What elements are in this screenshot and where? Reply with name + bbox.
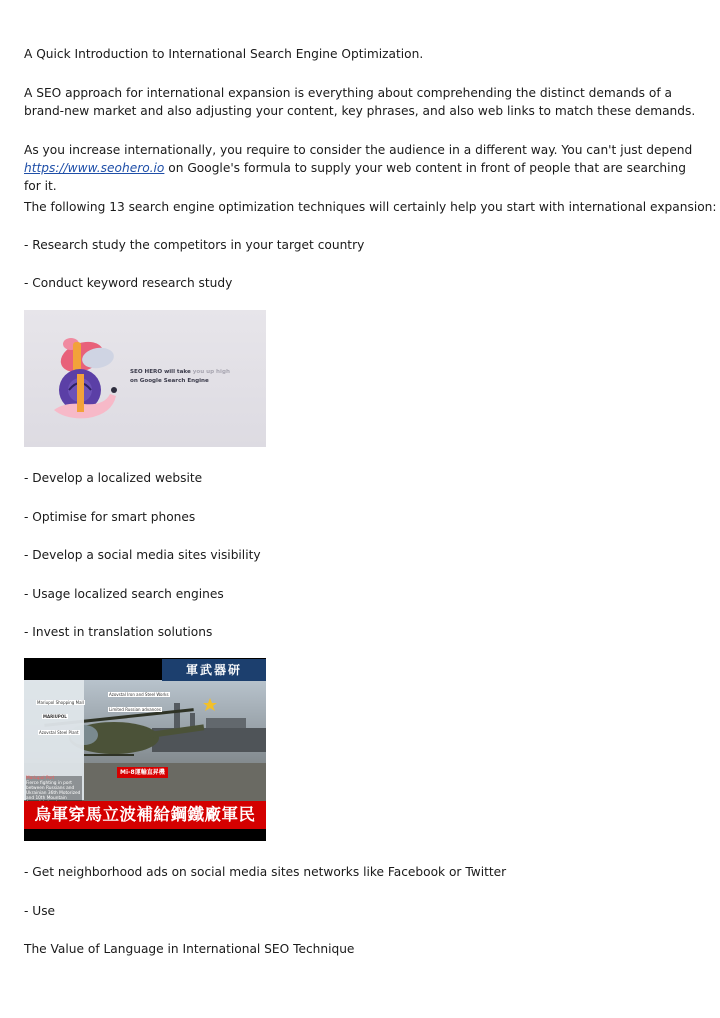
- image-caption: [130, 368, 230, 386]
- list-item-use: - Use: [24, 904, 56, 918]
- map-label: Mariupol Shopping Mall: [37, 700, 84, 705]
- helicopter-label: Mi-8運輸直昇機: [117, 767, 168, 778]
- section-heading-language: The Value of Language in International SEO Technique: [24, 942, 355, 956]
- map-label: Limited Russian advances: [109, 707, 161, 712]
- paragraph-intro-title: A Quick Introduction to International Search Engine Optimization.: [24, 47, 424, 61]
- paragraph-text: on Google's formula to supply your web content in front of people that are searching for it.: [24, 161, 686, 193]
- map-label: Azovstal Iron and Steel Works: [109, 692, 169, 697]
- caption-text: SEO HERO will take: [130, 369, 193, 375]
- paragraph-text: As you increase internationally, you require to consider the audience in a different way. You can't just depend: [24, 143, 693, 157]
- caption-text-faint: you up high: [192, 369, 230, 375]
- battle-note-title: Mariupol Port: [26, 776, 55, 781]
- channel-logo: 軍武器研: [162, 659, 266, 681]
- list-item-localized-search-engines: - Usage localized search engines: [24, 587, 224, 601]
- paragraph-seo-approach: A SEO approach for international expansion is everything about comprehending the distinct demands of a brand-new market and also adjusting your content, key phrases, and also web links to match these demands.: [24, 86, 696, 118]
- list-item-translation: - Invest in translation solutions: [24, 625, 213, 639]
- list-item-research-competitors: - Research study the competitors in your target country: [24, 238, 365, 252]
- list-item-social-media: - Develop a social media sites visibility: [24, 548, 261, 562]
- list-item-smart-phones: - Optimise for smart phones: [24, 510, 196, 524]
- caption-text: on Google Search Engine: [130, 378, 209, 384]
- list-item-keyword-research: - Conduct keyword research study: [24, 276, 233, 290]
- map-label: MARIUPOL: [43, 714, 67, 719]
- news-video-thumbnail: [24, 658, 266, 841]
- map-label: Azovstal Steel Plant: [39, 730, 79, 735]
- paragraph-expand-internationally: [24, 141, 696, 195]
- seo-hero-image: [24, 310, 266, 447]
- list-item-social-ads: - Get neighborhood ads on social media sites networks like Facebook or Twitter: [24, 865, 507, 879]
- seohero-link[interactable]: https://www.seohero.io: [24, 161, 165, 175]
- headline-banner: 烏軍穿馬立波補給鋼鐵廠軍民: [24, 801, 266, 829]
- battle-note-body: Fierce fighting in port between Russians and Ukrainian 36th Motorized and 10th Mountain: [26, 781, 81, 801]
- paragraph-techniques-intro: The following 13 search engine optimization techniques will certainly help you start with international expansion:: [24, 200, 717, 214]
- list-item-localized-website: - Develop a localized website: [24, 471, 203, 485]
